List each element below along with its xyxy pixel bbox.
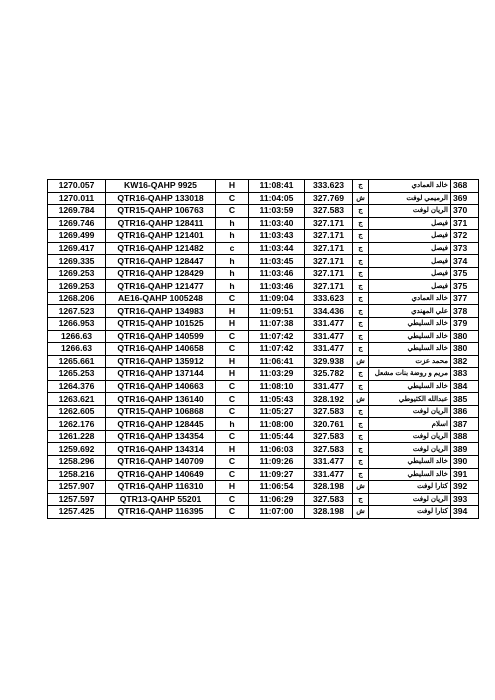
value-cell: 331.477 [305,343,353,356]
score-cell: 1264.376 [48,380,106,393]
table-row [48,418,479,431]
class-cell: C [216,330,249,343]
value-cell: 329.938 [305,355,353,368]
owner-name-cell: فيصل [369,267,451,280]
table-row [48,506,479,519]
arrival-time-cell: 11:03:45 [249,255,305,268]
class-cell: C [216,468,249,481]
table-row [48,267,479,280]
arrival-time-cell: 11:06:41 [249,355,305,368]
mark-cell: ج [353,305,369,318]
score-cell: 1262.605 [48,405,106,418]
score-cell: 1270.011 [48,192,106,205]
pigeon-code-cell: QTR16-QAHP 137144 [106,368,216,381]
arrival-time-cell: 11:03:46 [249,267,305,280]
class-cell: C [216,430,249,443]
mark-cell: ج [353,242,369,255]
table-row [48,330,479,343]
class-cell: C [216,205,249,218]
value-cell: 327.171 [305,242,353,255]
arrival-time-cell: 11:07:00 [249,506,305,519]
owner-name-cell: فيصل [369,280,451,293]
pigeon-code-cell: QTR16-QAHP 134314 [106,443,216,456]
mark-cell: ج [353,468,369,481]
arrival-time-cell: 11:09:26 [249,456,305,469]
pigeon-code-cell: QTR16-QAHP 134983 [106,305,216,318]
owner-name-cell: اسلام [369,418,451,431]
value-cell: 327.171 [305,230,353,243]
score-cell: 1259.692 [48,443,106,456]
mark-cell: ج [353,418,369,431]
value-cell: 334.436 [305,305,353,318]
mark-cell: ج [353,205,369,218]
arrival-time-cell: 11:05:27 [249,405,305,418]
score-cell: 1257.597 [48,493,106,506]
table-row [48,430,479,443]
owner-name-cell: خالد السليطي [369,343,451,356]
score-cell: 1266.63 [48,343,106,356]
table-row [48,405,479,418]
class-cell: C [216,493,249,506]
owner-name-cell: خالد السليطي [369,380,451,393]
pigeon-code-cell: QTR16-QAHP 121477 [106,280,216,293]
mark-cell: ش [353,393,369,406]
pigeon-code-cell: QTR16-QAHP 140658 [106,343,216,356]
value-cell: 327.171 [305,255,353,268]
rank-cell: 370 [451,205,479,218]
pigeon-code-cell: QTR16-QAHP 140709 [106,456,216,469]
results-table [47,179,479,519]
mark-cell: ج [353,380,369,393]
arrival-time-cell: 11:06:29 [249,493,305,506]
class-cell: h [216,217,249,230]
arrival-time-cell: 11:03:59 [249,205,305,218]
class-cell: H [216,481,249,494]
class-cell: C [216,343,249,356]
arrival-time-cell: 11:06:03 [249,443,305,456]
rank-cell: 379 [451,318,479,331]
score-cell: 1257.425 [48,506,106,519]
owner-name-cell: خالد العمادي [369,180,451,193]
owner-name-cell: الريان لوفت [369,443,451,456]
arrival-time-cell: 11:07:42 [249,343,305,356]
owner-name-cell: عبدالله الكثيوطي [369,393,451,406]
value-cell: 327.583 [305,205,353,218]
rank-cell: 388 [451,430,479,443]
class-cell: h [216,418,249,431]
table-row [48,368,479,381]
rank-cell: 375 [451,267,479,280]
class-cell: H [216,318,249,331]
mark-cell: ج [353,217,369,230]
value-cell: 327.583 [305,405,353,418]
arrival-time-cell: 11:08:41 [249,180,305,193]
owner-name-cell: فيصل [369,217,451,230]
rank-cell: 387 [451,418,479,431]
owner-name-cell: خالد السليطي [369,456,451,469]
pigeon-code-cell: QTR16-QAHP 121401 [106,230,216,243]
class-cell: h [216,280,249,293]
score-cell: 1257.907 [48,481,106,494]
owner-name-cell: فيصل [369,230,451,243]
score-cell: 1269.253 [48,267,106,280]
rank-cell: 369 [451,192,479,205]
owner-name-cell: الرميمي لوفت [369,192,451,205]
value-cell: 328.198 [305,481,353,494]
owner-name-cell: كتارا لوفت [369,506,451,519]
value-cell: 333.623 [305,180,353,193]
class-cell: H [216,443,249,456]
pigeon-code-cell: QTR16-QAHP 128429 [106,267,216,280]
arrival-time-cell: 11:03:44 [249,242,305,255]
class-cell: C [216,506,249,519]
value-cell: 331.477 [305,380,353,393]
rank-cell: 393 [451,493,479,506]
table-row [48,393,479,406]
value-cell: 325.782 [305,368,353,381]
arrival-time-cell: 11:07:38 [249,318,305,331]
table-row [48,481,479,494]
arrival-time-cell: 11:09:04 [249,292,305,305]
value-cell: 327.583 [305,493,353,506]
score-cell: 1269.253 [48,280,106,293]
class-cell: C [216,393,249,406]
class-cell: H [216,305,249,318]
owner-name-cell: مريم و روضة بنات مشعل [369,368,451,381]
score-cell: 1265.661 [48,355,106,368]
arrival-time-cell: 11:08:00 [249,418,305,431]
owner-name-cell: خالد العمادي [369,292,451,305]
score-cell: 1263.621 [48,393,106,406]
owner-name-cell: الريان لوفت [369,493,451,506]
score-cell: 1269.746 [48,217,106,230]
value-cell: 327.171 [305,267,353,280]
rank-cell: 368 [451,180,479,193]
arrival-time-cell: 11:08:10 [249,380,305,393]
table-row [48,217,479,230]
table-row [48,192,479,205]
score-cell: 1265.253 [48,368,106,381]
table-row [48,318,479,331]
table-row [48,380,479,393]
rank-cell: 377 [451,292,479,305]
rank-cell: 389 [451,443,479,456]
score-cell: 1258.216 [48,468,106,481]
value-cell: 328.198 [305,506,353,519]
pigeon-code-cell: QTR16-QAHP 128445 [106,418,216,431]
rank-cell: 380 [451,330,479,343]
value-cell: 333.623 [305,292,353,305]
class-cell: H [216,180,249,193]
table-row [48,355,479,368]
class-cell: H [216,355,249,368]
pigeon-code-cell: QTR16-QAHP 140649 [106,468,216,481]
score-cell: 1269.417 [48,242,106,255]
class-cell: h [216,255,249,268]
table-row [48,456,479,469]
class-cell: c [216,242,249,255]
value-cell: 327.171 [305,280,353,293]
pigeon-code-cell: QTR16-QAHP 140663 [106,380,216,393]
arrival-time-cell: 11:05:44 [249,430,305,443]
mark-cell: ج [353,292,369,305]
score-cell: 1269.499 [48,230,106,243]
mark-cell: ج [353,368,369,381]
mark-cell: ش [353,192,369,205]
table-row [48,468,479,481]
mark-cell: ج [353,230,369,243]
pigeon-code-cell: QTR15-QAHP 106868 [106,405,216,418]
mark-cell: ج [353,280,369,293]
mark-cell: ج [353,330,369,343]
value-cell: 327.171 [305,217,353,230]
class-cell: C [216,292,249,305]
table-row [48,343,479,356]
table-row [48,493,479,506]
mark-cell: ج [353,443,369,456]
rank-cell: 392 [451,481,479,494]
arrival-time-cell: 11:09:27 [249,468,305,481]
mark-cell: ج [353,180,369,193]
arrival-time-cell: 11:06:54 [249,481,305,494]
arrival-time-cell: 11:09:51 [249,305,305,318]
score-cell: 1266.953 [48,318,106,331]
pigeon-code-cell: QTR16-QAHP 128447 [106,255,216,268]
pigeon-code-cell: QTR16-QAHP 121482 [106,242,216,255]
arrival-time-cell: 11:03:43 [249,230,305,243]
pigeon-code-cell: QTR16-QAHP 135912 [106,355,216,368]
rank-cell: 378 [451,305,479,318]
pigeon-code-cell: QTR16-QAHP 133018 [106,192,216,205]
owner-name-cell: خالد السليطي [369,330,451,343]
arrival-time-cell: 11:07:42 [249,330,305,343]
mark-cell: ج [353,343,369,356]
pigeon-code-cell: AE16-QAHP 1005248 [106,292,216,305]
table-row [48,280,479,293]
table-row [48,443,479,456]
table-row [48,255,479,268]
arrival-time-cell: 11:05:43 [249,393,305,406]
value-cell: 327.769 [305,192,353,205]
rank-cell: 371 [451,217,479,230]
score-cell: 1262.176 [48,418,106,431]
mark-cell: ش [353,506,369,519]
score-cell: 1267.523 [48,305,106,318]
mark-cell: ج [353,456,369,469]
pigeon-code-cell: QTR16-QAHP 116310 [106,481,216,494]
value-cell: 327.583 [305,443,353,456]
mark-cell: ج [353,318,369,331]
class-cell: C [216,192,249,205]
class-cell: h [216,230,249,243]
owner-name-cell: فيصل [369,255,451,268]
table-row [48,205,479,218]
rank-cell: 380 [451,343,479,356]
results-rows [48,180,479,519]
value-cell: 331.477 [305,318,353,331]
pigeon-code-cell: KW16-QAHP 9925 [106,180,216,193]
arrival-time-cell: 11:04:05 [249,192,305,205]
mark-cell: ج [353,267,369,280]
class-cell: h [216,267,249,280]
owner-name-cell: فيصل [369,242,451,255]
value-cell: 331.477 [305,468,353,481]
table-row [48,242,479,255]
arrival-time-cell: 11:03:46 [249,280,305,293]
owner-name-cell: الريان لوفت [369,205,451,218]
rank-cell: 382 [451,355,479,368]
class-cell: C [216,380,249,393]
score-cell: 1268.206 [48,292,106,305]
rank-cell: 374 [451,255,479,268]
table-row [48,292,479,305]
value-cell: 320.761 [305,418,353,431]
owner-name-cell: محمد عزت [369,355,451,368]
mark-cell: ج [353,255,369,268]
score-cell: 1269.784 [48,205,106,218]
class-cell: C [216,405,249,418]
pigeon-code-cell: QTR15-QAHP 106763 [106,205,216,218]
value-cell: 331.477 [305,330,353,343]
value-cell: 331.477 [305,456,353,469]
table-row [48,180,479,193]
mark-cell: ج [353,430,369,443]
pigeon-code-cell: QTR13-QAHP 55201 [106,493,216,506]
pigeon-code-cell: QTR16-QAHP 140599 [106,330,216,343]
mark-cell: ج [353,493,369,506]
rank-cell: 384 [451,380,479,393]
rank-cell: 373 [451,242,479,255]
owner-name-cell: خالد السليطي [369,468,451,481]
pigeon-code-cell: QTR16-QAHP 136140 [106,393,216,406]
class-cell: H [216,368,249,381]
pigeon-code-cell: QTR16-QAHP 134354 [106,430,216,443]
class-cell: C [216,456,249,469]
score-cell: 1270.057 [48,180,106,193]
mark-cell: ش [353,355,369,368]
table-row [48,305,479,318]
owner-name-cell: كتارا لوفت [369,481,451,494]
score-cell: 1261.228 [48,430,106,443]
arrival-time-cell: 11:03:29 [249,368,305,381]
rank-cell: 386 [451,405,479,418]
rank-cell: 394 [451,506,479,519]
mark-cell: ج [353,405,369,418]
score-cell: 1266.63 [48,330,106,343]
mark-cell: ش [353,481,369,494]
rank-cell: 375 [451,280,479,293]
arrival-time-cell: 11:03:40 [249,217,305,230]
owner-name-cell: الريان لوفت [369,430,451,443]
owner-name-cell: علي المهندي [369,305,451,318]
rank-cell: 383 [451,368,479,381]
rank-cell: 385 [451,393,479,406]
owner-name-cell: خالد السليطي [369,318,451,331]
rank-cell: 390 [451,456,479,469]
pigeon-code-cell: QTR16-QAHP 128411 [106,217,216,230]
value-cell: 328.192 [305,393,353,406]
score-cell: 1269.335 [48,255,106,268]
value-cell: 327.583 [305,430,353,443]
score-cell: 1258.296 [48,456,106,469]
pigeon-code-cell: QTR15-QAHP 101525 [106,318,216,331]
rank-cell: 391 [451,468,479,481]
table-row [48,230,479,243]
owner-name-cell: الريان لوفت [369,405,451,418]
pigeon-code-cell: QTR16-QAHP 116395 [106,506,216,519]
rank-cell: 372 [451,230,479,243]
